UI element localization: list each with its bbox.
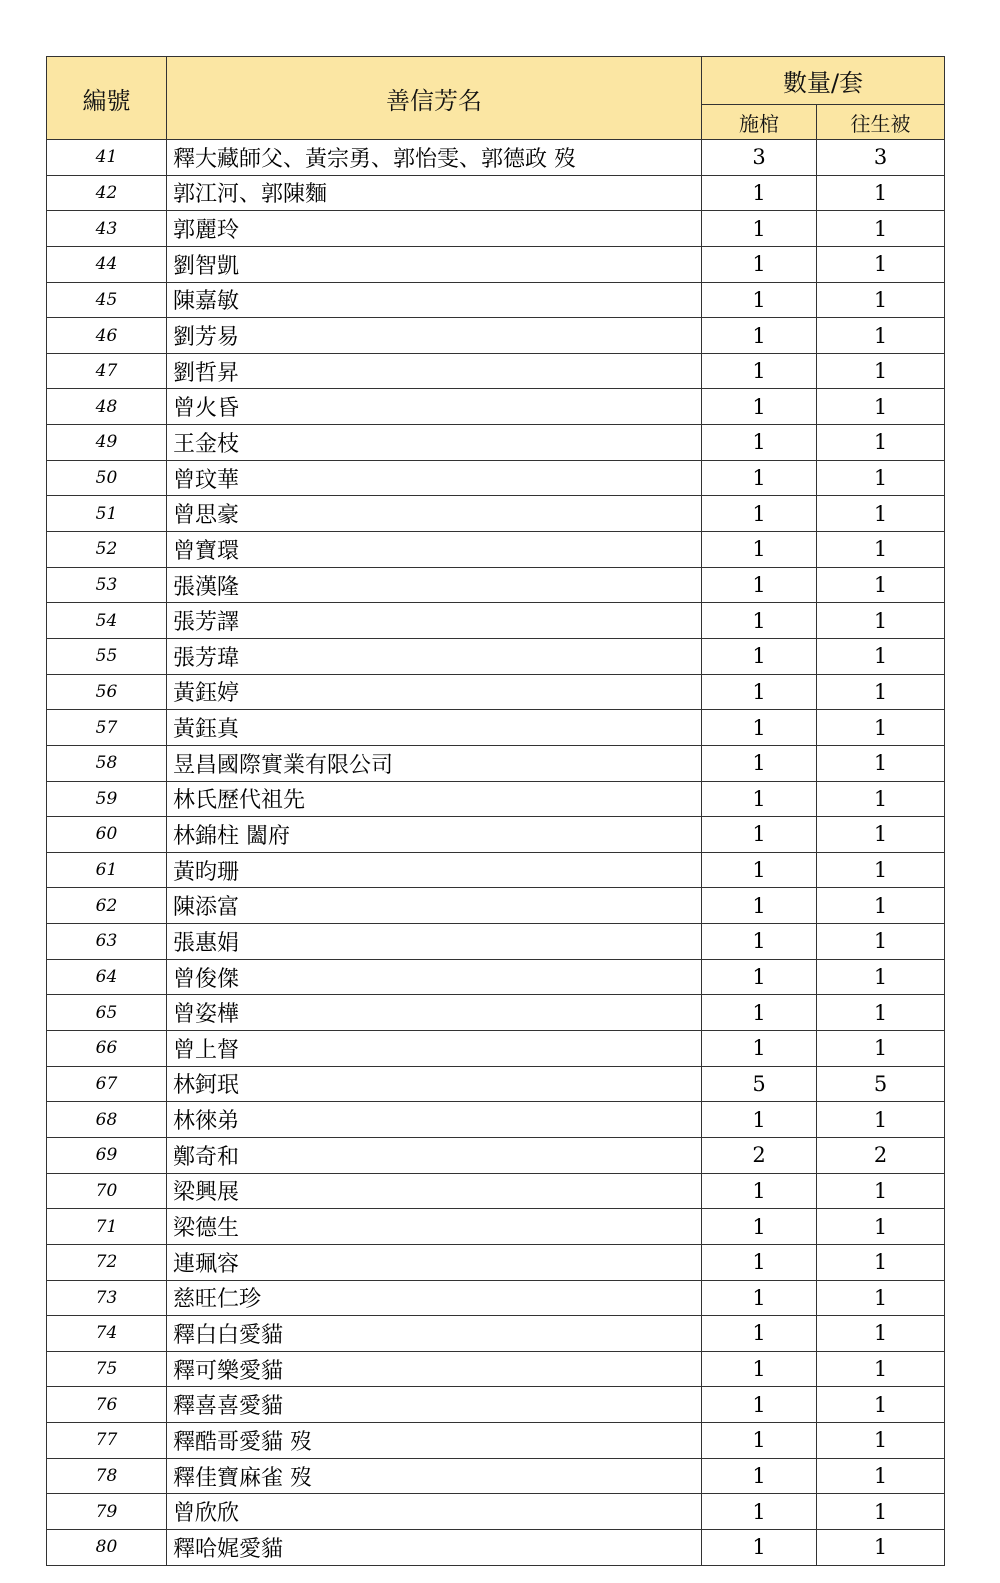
table-row — [47, 710, 945, 746]
row-number: 48 — [47, 389, 167, 425]
row-number: 59 — [47, 781, 167, 817]
row-number: 60 — [47, 817, 167, 853]
row-number: 62 — [47, 888, 167, 924]
table-row — [47, 995, 945, 1031]
coffin-count: 1 — [702, 1244, 817, 1280]
quilt-count: 1 — [817, 1316, 945, 1352]
coffin-count: 1 — [702, 781, 817, 817]
donor-name: 林徠弟 — [167, 1102, 702, 1138]
row-number: 54 — [47, 603, 167, 639]
donor-name: 曾思豪 — [167, 496, 702, 532]
quilt-count: 1 — [817, 995, 945, 1031]
row-number: 57 — [47, 710, 167, 746]
row-number: 69 — [47, 1137, 167, 1173]
quilt-count: 1 — [817, 246, 945, 282]
row-number: 42 — [47, 175, 167, 211]
row-number: 52 — [47, 532, 167, 568]
quilt-count: 1 — [817, 532, 945, 568]
quilt-count: 1 — [817, 1351, 945, 1387]
coffin-count: 1 — [702, 460, 817, 496]
donor-name: 釋喜喜愛貓 — [167, 1387, 702, 1423]
coffin-count: 1 — [702, 1031, 817, 1067]
table-row — [47, 674, 945, 710]
donor-name: 釋佳寶麻雀 歿 — [167, 1458, 702, 1494]
coffin-count: 1 — [702, 1316, 817, 1352]
coffin-count: 1 — [702, 959, 817, 995]
row-number: 53 — [47, 567, 167, 603]
row-number: 80 — [47, 1529, 167, 1565]
quilt-count: 1 — [817, 460, 945, 496]
coffin-count: 1 — [702, 246, 817, 282]
table-row — [47, 1494, 945, 1530]
donor-name: 曾玟華 — [167, 460, 702, 496]
row-number: 43 — [47, 211, 167, 247]
table-row — [47, 1244, 945, 1280]
donor-name: 釋可樂愛貓 — [167, 1351, 702, 1387]
table-row — [47, 817, 945, 853]
donor-name: 釋哈娓愛貓 — [167, 1529, 702, 1565]
row-number: 50 — [47, 460, 167, 496]
donor-name: 林錦柱 闔府 — [167, 817, 702, 853]
donor-name: 林鈳珉 — [167, 1066, 702, 1102]
quilt-count: 1 — [817, 603, 945, 639]
row-number: 45 — [47, 282, 167, 318]
row-number: 58 — [47, 745, 167, 781]
table-row — [47, 1031, 945, 1067]
coffin-count: 1 — [702, 175, 817, 211]
donor-name: 鄭奇和 — [167, 1137, 702, 1173]
header-donor-name: 善信芳名 — [167, 57, 702, 140]
coffin-count: 1 — [702, 1423, 817, 1459]
quilt-count: 1 — [817, 638, 945, 674]
donor-name: 劉芳易 — [167, 318, 702, 354]
donor-name: 王金枝 — [167, 425, 702, 461]
coffin-count: 1 — [702, 318, 817, 354]
coffin-count: 1 — [702, 1351, 817, 1387]
coffin-count: 1 — [702, 1458, 817, 1494]
donor-name: 曾火昏 — [167, 389, 702, 425]
table-row — [47, 282, 945, 318]
header-quilt: 往生被 — [817, 105, 945, 140]
header-number: 編號 — [47, 57, 167, 140]
donor-name: 曾姿樺 — [167, 995, 702, 1031]
row-number: 64 — [47, 959, 167, 995]
quilt-count: 1 — [817, 817, 945, 853]
coffin-count: 1 — [702, 888, 817, 924]
donor-name: 曾俊傑 — [167, 959, 702, 995]
quilt-count: 1 — [817, 1031, 945, 1067]
quilt-count: 1 — [817, 389, 945, 425]
row-number: 55 — [47, 638, 167, 674]
donation-sheet — [46, 56, 944, 1566]
quilt-count: 1 — [817, 1387, 945, 1423]
row-number: 51 — [47, 496, 167, 532]
donor-name: 慈旺仁珍 — [167, 1280, 702, 1316]
coffin-count: 1 — [702, 282, 817, 318]
row-number: 73 — [47, 1280, 167, 1316]
table-row — [47, 888, 945, 924]
donor-name: 郭麗玲 — [167, 211, 702, 247]
row-number: 75 — [47, 1351, 167, 1387]
table-row — [47, 638, 945, 674]
row-number: 41 — [47, 140, 167, 176]
row-number: 79 — [47, 1494, 167, 1530]
table-row — [47, 924, 945, 960]
coffin-count: 1 — [702, 852, 817, 888]
quilt-count: 1 — [817, 282, 945, 318]
quilt-count: 1 — [817, 175, 945, 211]
table-row — [47, 603, 945, 639]
row-number: 71 — [47, 1209, 167, 1245]
quilt-count: 1 — [817, 852, 945, 888]
row-number: 63 — [47, 924, 167, 960]
table-body — [47, 140, 945, 1566]
quilt-count: 1 — [817, 1423, 945, 1459]
coffin-count: 1 — [702, 995, 817, 1031]
coffin-count: 1 — [702, 1529, 817, 1565]
donor-name: 曾欣欣 — [167, 1494, 702, 1530]
donor-name: 張芳瑋 — [167, 638, 702, 674]
row-number: 68 — [47, 1102, 167, 1138]
table-row — [47, 1102, 945, 1138]
quilt-count: 1 — [817, 1458, 945, 1494]
coffin-count: 1 — [702, 710, 817, 746]
table-row — [47, 959, 945, 995]
header-quantity: 數量/套 — [702, 57, 945, 105]
donor-name: 曾寶環 — [167, 532, 702, 568]
coffin-count: 1 — [702, 1102, 817, 1138]
quilt-count: 1 — [817, 496, 945, 532]
row-number: 46 — [47, 318, 167, 354]
table-row — [47, 1066, 945, 1102]
quilt-count: 1 — [817, 710, 945, 746]
table-row — [47, 1137, 945, 1173]
quilt-count: 1 — [817, 674, 945, 710]
quilt-count: 1 — [817, 1102, 945, 1138]
coffin-count: 5 — [702, 1066, 817, 1102]
table-row — [47, 1529, 945, 1565]
donor-name: 釋大藏師父、黃宗勇、郭怡雯、郭德政 歿 — [167, 140, 702, 176]
donor-name: 林氏歷代祖先 — [167, 781, 702, 817]
row-number: 56 — [47, 674, 167, 710]
row-number: 44 — [47, 246, 167, 282]
coffin-count: 1 — [702, 638, 817, 674]
coffin-count: 1 — [702, 532, 817, 568]
donor-name: 釋白白愛貓 — [167, 1316, 702, 1352]
quilt-count: 1 — [817, 888, 945, 924]
donor-name: 黃昀珊 — [167, 852, 702, 888]
donor-name: 釋酷哥愛貓 歿 — [167, 1423, 702, 1459]
donor-name: 郭江河、郭陳麵 — [167, 175, 702, 211]
coffin-count: 1 — [702, 353, 817, 389]
table-row — [47, 425, 945, 461]
row-number: 47 — [47, 353, 167, 389]
quilt-count: 3 — [817, 140, 945, 176]
table-row — [47, 389, 945, 425]
donor-name: 梁興展 — [167, 1173, 702, 1209]
donor-name: 陳嘉敏 — [167, 282, 702, 318]
coffin-count: 3 — [702, 140, 817, 176]
donor-name: 劉智凱 — [167, 246, 702, 282]
quilt-count: 1 — [817, 1280, 945, 1316]
quilt-count: 1 — [817, 924, 945, 960]
donor-name: 梁德生 — [167, 1209, 702, 1245]
coffin-count: 2 — [702, 1137, 817, 1173]
table-row — [47, 1458, 945, 1494]
row-number: 76 — [47, 1387, 167, 1423]
table-row — [47, 1280, 945, 1316]
quilt-count: 1 — [817, 353, 945, 389]
table-row — [47, 1173, 945, 1209]
donor-name: 張漢隆 — [167, 567, 702, 603]
coffin-count: 1 — [702, 817, 817, 853]
quilt-count: 1 — [817, 1529, 945, 1565]
row-number: 74 — [47, 1316, 167, 1352]
table-row — [47, 745, 945, 781]
table-row — [47, 1387, 945, 1423]
table-header — [47, 57, 945, 140]
quilt-count: 1 — [817, 1209, 945, 1245]
donor-name: 劉哲昇 — [167, 353, 702, 389]
quilt-count: 1 — [817, 959, 945, 995]
quilt-count: 1 — [817, 425, 945, 461]
row-number: 72 — [47, 1244, 167, 1280]
row-number: 65 — [47, 995, 167, 1031]
table-row — [47, 781, 945, 817]
table-row — [47, 353, 945, 389]
coffin-count: 1 — [702, 1209, 817, 1245]
row-number: 67 — [47, 1066, 167, 1102]
coffin-count: 1 — [702, 1494, 817, 1530]
quilt-count: 1 — [817, 1244, 945, 1280]
row-number: 61 — [47, 852, 167, 888]
donor-name: 張芳譯 — [167, 603, 702, 639]
quilt-count: 2 — [817, 1137, 945, 1173]
row-number: 66 — [47, 1031, 167, 1067]
table-row — [47, 1209, 945, 1245]
coffin-count: 1 — [702, 674, 817, 710]
table-row — [47, 460, 945, 496]
quilt-count: 5 — [817, 1066, 945, 1102]
quilt-count: 1 — [817, 745, 945, 781]
donor-name: 黃鈺真 — [167, 710, 702, 746]
table-row — [47, 1351, 945, 1387]
quilt-count: 1 — [817, 1173, 945, 1209]
table-row — [47, 1316, 945, 1352]
coffin-count: 1 — [702, 924, 817, 960]
donor-name: 張惠娟 — [167, 924, 702, 960]
coffin-count: 1 — [702, 603, 817, 639]
table-row — [47, 175, 945, 211]
table-row — [47, 140, 945, 176]
quilt-count: 1 — [817, 567, 945, 603]
donor-name: 曾上督 — [167, 1031, 702, 1067]
row-number: 78 — [47, 1458, 167, 1494]
coffin-count: 1 — [702, 1173, 817, 1209]
coffin-count: 1 — [702, 496, 817, 532]
donor-table — [46, 56, 945, 1566]
donor-name: 連珮容 — [167, 1244, 702, 1280]
table-row — [47, 1423, 945, 1459]
row-number: 49 — [47, 425, 167, 461]
table-row — [47, 852, 945, 888]
donor-name: 陳添富 — [167, 888, 702, 924]
donor-name: 昱昌國際實業有限公司 — [167, 745, 702, 781]
coffin-count: 1 — [702, 567, 817, 603]
coffin-count: 1 — [702, 211, 817, 247]
table-row — [47, 496, 945, 532]
coffin-count: 1 — [702, 389, 817, 425]
table-row — [47, 567, 945, 603]
quilt-count: 1 — [817, 318, 945, 354]
table-row — [47, 318, 945, 354]
coffin-count: 1 — [702, 1280, 817, 1316]
coffin-count: 1 — [702, 425, 817, 461]
quilt-count: 1 — [817, 781, 945, 817]
row-number: 70 — [47, 1173, 167, 1209]
table-row — [47, 532, 945, 568]
table-row — [47, 246, 945, 282]
row-number: 77 — [47, 1423, 167, 1459]
coffin-count: 1 — [702, 745, 817, 781]
quilt-count: 1 — [817, 1494, 945, 1530]
header-coffin: 施棺 — [702, 105, 817, 140]
coffin-count: 1 — [702, 1387, 817, 1423]
donor-name: 黃鈺婷 — [167, 674, 702, 710]
table-row — [47, 211, 945, 247]
quilt-count: 1 — [817, 211, 945, 247]
